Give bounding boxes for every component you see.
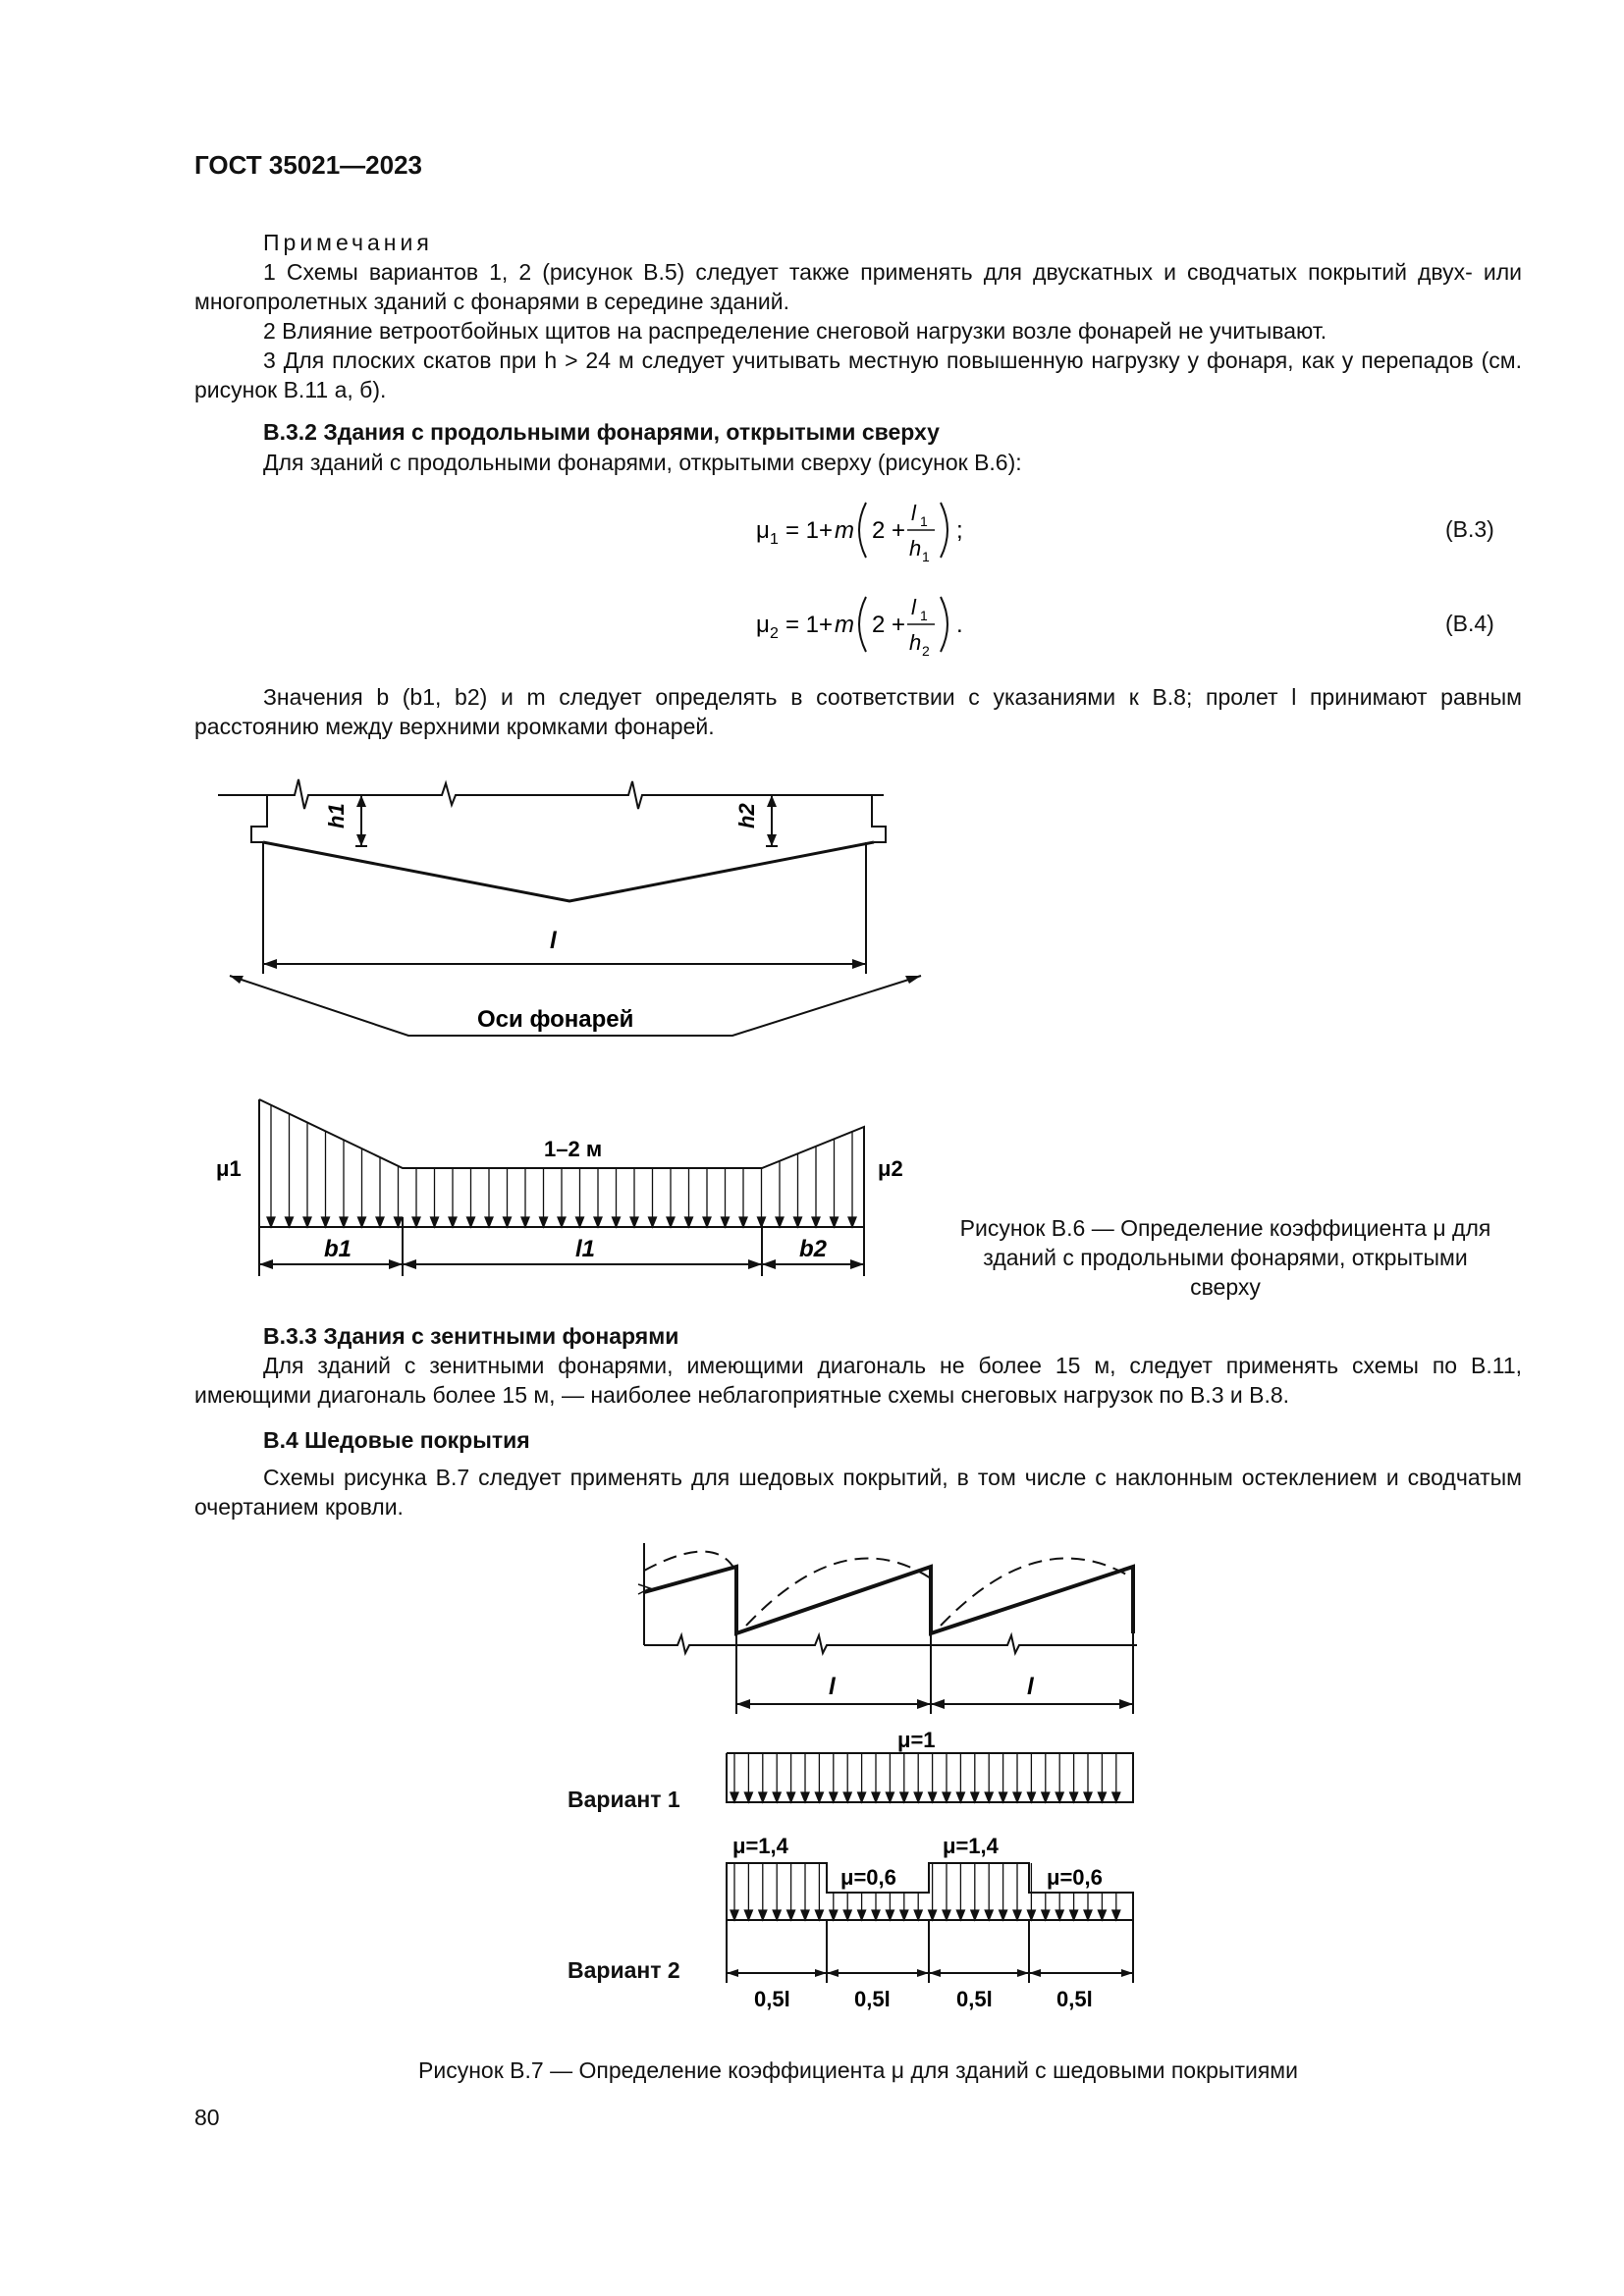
load-arrow-head [1013,1792,1021,1802]
section-b4-text: Схемы рисунка В.7 следует применять для шедовых покрытий, в том числе с наклонным остеклением и сводчатым очертанием кровли. [194,1465,1522,1520]
svg-text:l: l [911,501,916,525]
load-arrow-head [558,1217,566,1227]
load-arrow-head [731,1792,738,1802]
formula-b3-mu: μ [756,517,770,544]
load-arrow-head [504,1217,512,1227]
load-arrow-head [900,1792,908,1802]
load-arrow-head [787,1910,795,1920]
load-arrow-head [1098,1910,1106,1920]
load-arrow-head [787,1792,795,1802]
load-arrow-head [613,1217,621,1227]
svg-text:;: ; [956,517,963,544]
label-l-span2: l [1027,1674,1034,1700]
label-mu-low-2: μ=0,6 [1047,1865,1103,1890]
load-arrow-head [739,1217,747,1227]
load-arrow-head [943,1792,950,1802]
load-arrow-head [758,1217,766,1227]
label-mu-v1: μ=1 [897,1728,936,1752]
label-variant1: Вариант 1 [568,1787,680,1812]
load-arrow-head [395,1217,403,1227]
load-arrow-head [1000,1792,1007,1802]
figure-b6-diagram [196,756,943,1306]
load-arrow-head [1112,1792,1120,1802]
svg-text:h: h [909,536,922,561]
load-arrow-head [971,1910,979,1920]
label-lantern-axes: Оси фонарей [477,1006,634,1033]
label-h2: h2 [734,803,759,828]
load-arrow-head [722,1217,730,1227]
load-arrow-head [830,1910,838,1920]
svg-text:.: . [956,612,963,638]
svg-text:2 +: 2 + [872,517,906,544]
load-arrow-head [759,1792,767,1802]
load-arrow-head [703,1217,711,1227]
svg-text:2: 2 [770,625,779,642]
load-arrow-head [1070,1792,1078,1802]
label-1-2m: 1–2 м [544,1137,603,1161]
load-arrow-head [776,1217,784,1227]
svg-text:1: 1 [920,513,928,529]
load-arrow-head [858,1910,866,1920]
load-arrow-head [340,1217,348,1227]
load-arrow-head [649,1217,657,1227]
load-arrow-head [358,1217,366,1227]
load-arrow-head [1098,1792,1106,1802]
label-l: l [550,928,557,954]
load-arrow-head [1056,1910,1063,1920]
load-arrow-head [467,1217,475,1227]
load-arrow-head [1056,1792,1063,1802]
svg-text:h: h [909,630,922,655]
load-arrow-head [971,1792,979,1802]
load-arrow-head [830,1792,838,1802]
standard-number: ГОСТ 35021—2023 [194,150,422,180]
load-arrow-head [1084,1910,1092,1920]
svg-text:μ: μ [756,612,770,638]
figure-b7-caption: Рисунок В.7 — Определение коэффициента μ для зданий с шедовыми покрытиями [418,2057,1298,2083]
load-arrow-head [744,1910,752,1920]
load-arrow-head [1000,1910,1007,1920]
note-2: 2 Влияние ветроотбойных щитов на распределение снеговой нагрузки возле фонарей не учитывают. [263,318,1327,344]
svg-text:m: m [835,612,854,638]
label-half-4: 0,5l [1056,1987,1093,2011]
load-arrow-head [985,1910,993,1920]
load-arrow-head [731,1910,738,1920]
label-b1: b1 [324,1236,352,1262]
load-arrow-head [812,1217,820,1227]
load-arrow-head [1112,1910,1120,1920]
note-1: 1 Схемы вариантов 1, 2 (рисунок В.5) следует также применять для двускатных и сводчатых покрытий двух- или многопролетных зданий с фонарями в середине зданий. [194,259,1522,314]
label-half-2: 0,5l [854,1987,891,2011]
load-arrow-head [773,1910,781,1920]
svg-text:2: 2 [922,643,930,659]
load-arrow-head [267,1217,275,1227]
load-arrow-head [858,1792,866,1802]
load-arrow-head [848,1217,856,1227]
load-arrow-head [815,1910,823,1920]
load-arrow-head [929,1792,937,1802]
label-variant2: Вариант 2 [568,1957,680,1983]
load-arrow-head [1042,1792,1050,1802]
notes-title: Примечания [263,230,433,255]
load-arrow-head [303,1217,311,1227]
load-arrows-variant1 [731,1753,1120,1802]
load-arrow-head [886,1910,893,1920]
label-mu-high-2: μ=1,4 [943,1834,999,1858]
load-arrow-head [843,1910,851,1920]
svg-text:l: l [911,595,916,619]
svg-text:1: 1 [920,608,928,623]
load-arrow-head [576,1217,584,1227]
label-l1: l1 [575,1236,596,1262]
load-arrow-head [943,1910,950,1920]
load-arrow-head [1027,1910,1035,1920]
load-arrow-head [985,1792,993,1802]
section-b33-heading: В.3.3 Здания с зенитными фонарями [263,1323,679,1349]
load-arrow-head [815,1792,823,1802]
load-arrow-head [540,1217,548,1227]
section-b32-values: Значения b (b1, b2) и m следует определять в соответствии с указаниями к В.8; пролет l принимают равным расстоянию между верхними кромками фонарей. [194,684,1522,739]
eq-number-b3: (В.3) [1445,516,1494,542]
load-arrow-head [914,1792,922,1802]
load-arrow-head [286,1217,294,1227]
load-arrow-head [872,1910,880,1920]
formula-b4 [727,585,1001,664]
load-arrow-head [794,1217,802,1227]
load-arrow-head [485,1217,493,1227]
label-half-1: 0,5l [754,1987,790,2011]
load-arrow-head [1027,1792,1035,1802]
label-half-3: 0,5l [956,1987,993,2011]
label-mu-high-1: μ=1,4 [732,1834,788,1858]
load-arrow-head [801,1910,809,1920]
section-b4-heading: В.4 Шедовые покрытия [263,1427,530,1453]
svg-text:= 1+: = 1+ [785,612,834,638]
load-arrow-head [431,1217,439,1227]
load-arrow-head [1013,1910,1021,1920]
load-arrow-head [914,1910,922,1920]
load-arrow-head [630,1217,638,1227]
load-arrow-head [667,1217,675,1227]
load-arrow-head [322,1217,330,1227]
label-b2: b2 [799,1236,828,1262]
svg-text:2 +: 2 + [872,612,906,638]
svg-text:m: m [835,517,854,544]
section-b33-text: Для зданий с зенитными фонарями, имеющими диагональ не более 15 м, следует применять схемы по В.11, имеющими диагональ более 15 м, — наиболее неблагоприятные схемы снеговых нагрузок по В.3 и В.8. [194,1353,1522,1408]
label-mu1: μ1 [216,1156,242,1181]
section-b32-intro: Для зданий с продольными фонарями, открытыми сверху (рисунок В.6): [263,450,1022,475]
load-arrow-head [412,1217,420,1227]
page-number: 80 [194,2105,220,2130]
label-mu-low-1: μ=0,6 [840,1865,896,1890]
load-arrow-head [886,1792,893,1802]
label-mu2: μ2 [878,1156,903,1181]
load-arrow-head [376,1217,384,1227]
load-arrow-head [929,1910,937,1920]
label-l-span1: l [829,1674,836,1700]
load-arrow-head [1084,1792,1092,1802]
formula-b3-mu-sub: 1 [770,531,779,548]
load-arrow-head [594,1217,602,1227]
formula-b3 [727,491,1001,569]
load-arrow-head [1070,1910,1078,1920]
load-arrow-head [900,1910,908,1920]
load-arrow-head [872,1792,880,1802]
svg-text:1: 1 [922,549,930,564]
load-arrow-head [843,1792,851,1802]
load-arrow-head [956,1792,964,1802]
load-arrow-head [449,1217,457,1227]
label-h1: h1 [324,803,349,828]
note-3: 3 Для плоских скатов при h > 24 м следует учитывать местную повышенную нагрузку у фонаря, как у перепадов (см. рисунок В.11 а, б). [194,347,1522,402]
load-arrow-head [685,1217,693,1227]
svg-text:= 1+: = 1+ [785,517,834,544]
load-arrow-head [773,1792,781,1802]
load-arrow-head [759,1910,767,1920]
load-arrow-head [831,1217,839,1227]
load-arrow-head [801,1792,809,1802]
load-arrow-head [744,1792,752,1802]
figure-b6-caption: Рисунок В.6 — Определение коэффициента μ для зданий с продольными фонарями, открытыми сверху [959,1215,1491,1300]
load-arrow-head [1042,1910,1050,1920]
section-b32-heading: В.3.2 Здания с продольными фонарями, открытыми сверху [263,419,940,445]
load-arrow-head [521,1217,529,1227]
load-arrow-head [956,1910,964,1920]
eq-number-b4: (В.4) [1445,611,1494,636]
